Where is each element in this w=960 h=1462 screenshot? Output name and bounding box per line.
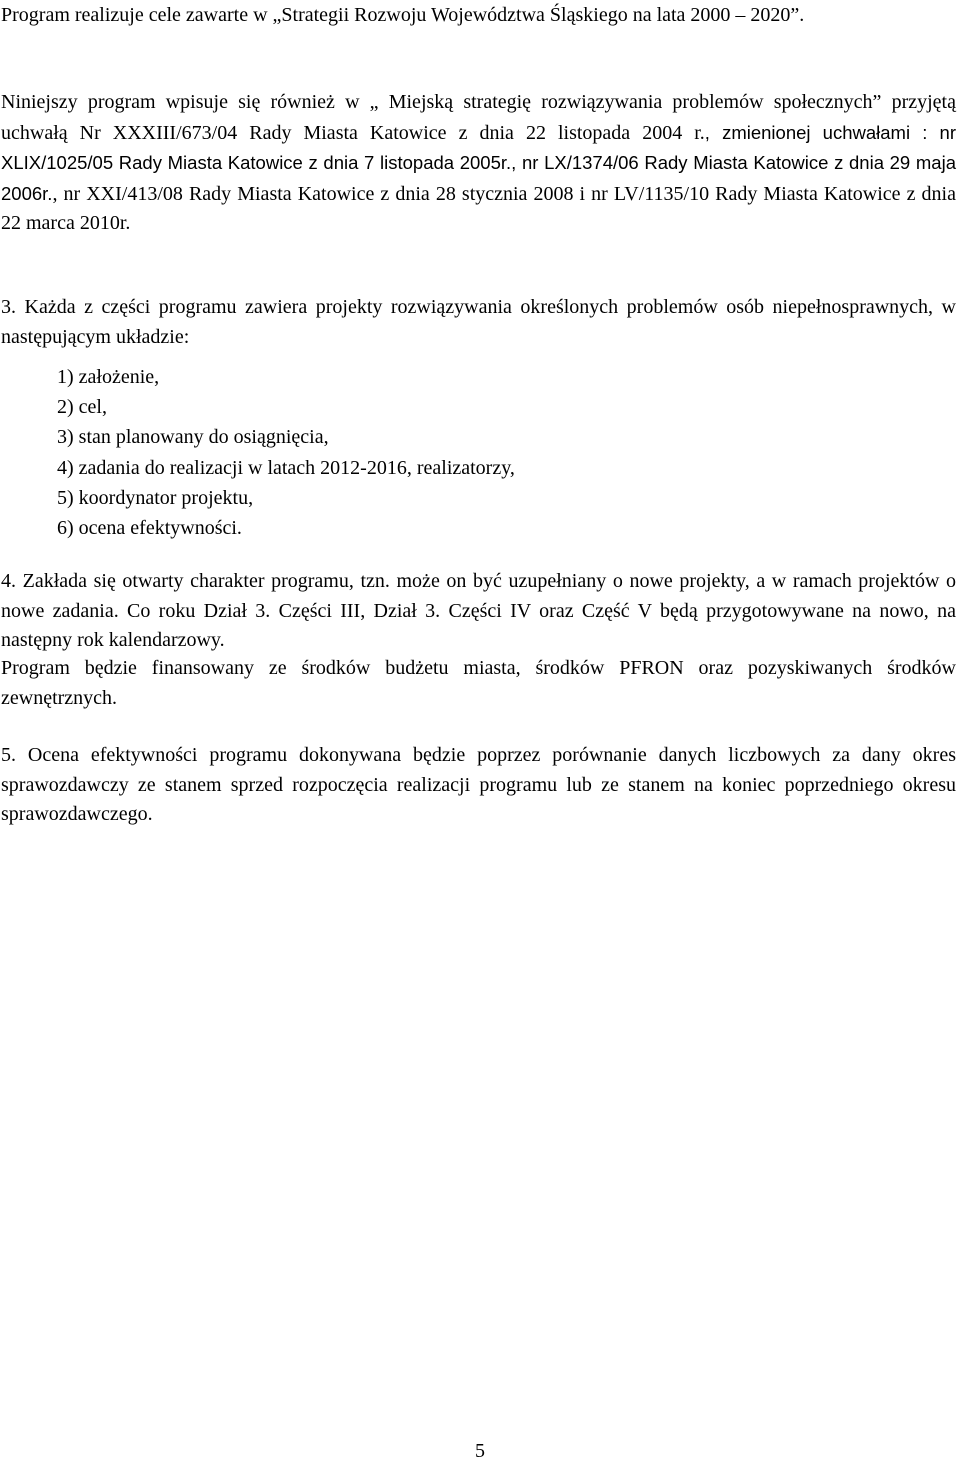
paragraph-city-strategy-part-2: , zmienionej uchwałami : nr XLIX/1025/05 Rady Miasta Katowice z dnia 7 listopada 2005r. bbox=[1, 121, 956, 173]
section-3-intro: 3. Każda z części programu zawiera projekty rozwiązywania określonych problemów osób niepełnosprawnych, w następującym układzie: bbox=[1, 296, 956, 348]
section-4-text: 4. Zakłada się otwarty charakter programu, tzn. może on być uzupełniany o nowe projekty, a w ramach projektów o nowe zadania. Co roku Dział 3. Części III, Dział 3. Części IV oraz Część V będą przygotowywane na nowo, na następny rok kalendarzowy. bbox=[1, 570, 956, 651]
paragraph-city-strategy-part-3: , nr LX/1374/06 Rady Miasta Katowice z dnia 29 maja 2006r. bbox=[1, 152, 956, 204]
paragraph-city-strategy-part-4: , nr XXI/413/08 Rady Miasta Katowice z dnia 28 stycznia 2008 i nr LV/1135/10 Rady Miasta Katowice z dnia 22 marca 2010r. bbox=[1, 182, 956, 234]
paragraph-city-strategy bbox=[1, 88, 956, 239]
list-item: 2) cel, bbox=[57, 396, 107, 419]
list-item: 1) założenie, bbox=[57, 366, 160, 388]
list-item: 4) zadania do realizacji w latach 2012-2016, realizatorzy, bbox=[57, 456, 515, 479]
structure-list bbox=[57, 362, 515, 543]
section-5-text: 5. Ocena efektywności programu dokonywana będzie poprzez porównanie danych liczbowych za dany okres sprawozdawczy ze stanem sprzed rozpoczęcia realizacji programu lub ze stanem na koniec poprzedniego okresu sprawozdawczego. bbox=[1, 744, 956, 825]
paragraph-strategy: Program realizuje cele zawarte w „Strategii Rozwoju Województwa Śląskiego na lata 2000 – 2020”. bbox=[1, 4, 805, 26]
list-item: 6) ocena efektywności. bbox=[57, 517, 242, 540]
section-4-financing: Program będzie finansowany ze środków budżetu miasta, środków PFRON oraz pozyskiwanych środków zewnętrznych. bbox=[1, 657, 956, 709]
list-item: 5) koordynator projektu, bbox=[57, 486, 254, 509]
paragraph-city-strategy-part-1: Niniejszy program wpisuje się również w „ Miejską strategię rozwiązywania problemów społecznych” przyjętą uchwałą Nr XXXIII/673/04 Rady Miasta Katowice z dnia 22 listopada 2004 r. bbox=[1, 91, 956, 144]
list-item: 3) stan planowany do osiągnięcia, bbox=[57, 426, 329, 449]
page-number: 5 bbox=[475, 1440, 485, 1462]
